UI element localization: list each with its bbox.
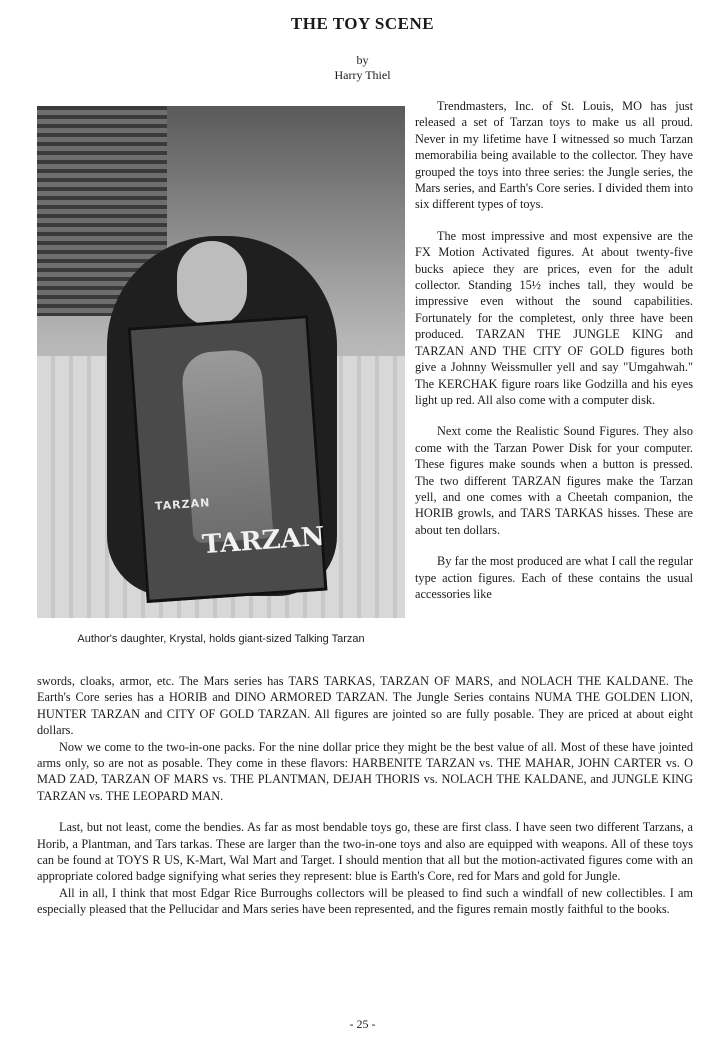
body-paragraph: Now we come to the two-in-one packs. For the nine dollar price they might be the best value of all. Most of these have jointed arms only, so are not as posable. They come in these flavors: HARBENITE TARZAN vs. THE MAHAR, JOHN CARTER vs. O MAD ZAD, TARZAN OF MARS vs. THE PLANTMAN, DEJAH THORIS vs. NOLACH THE KALDANE, and JUNGLE KING TARZAN vs. THE LEOPARD MAN. bbox=[37, 739, 693, 803]
photo-girl-with-tarzan-toy bbox=[37, 106, 405, 618]
column-paragraph: By far the most produced are what I call the regular type action figures. Each of these contains the usual accessories like bbox=[415, 554, 693, 601]
photo-box-name: TARZAN bbox=[154, 496, 211, 513]
byline-by: by bbox=[356, 53, 369, 67]
column-paragraph: Next come the Realistic Sound Figures. They also come with the Tarzan Power Disk for your computer. These figures make sounds when a button is pressed. The two different TARZAN figures make the Tarzan yell, and one comes with a Cheetah companion, the HORIB growls, and TARS TARKAS hisses. These are about ten dollars. bbox=[415, 424, 693, 537]
photo-caption: Author's daughter, Krystal, holds giant-sized Talking Tarzan bbox=[77, 633, 365, 645]
photo-girl-face bbox=[177, 241, 247, 326]
byline-author: Harry Thiel bbox=[334, 68, 391, 82]
column-paragraph: The most impressive and most expensive are the FX Motion Activated figures. At about twenty-five bucks apiece they are prices, even for the adult collector. Standing 15½ inches tall, they would be impressive even without the sound capabilities. Fortunately for the completest, only three have been produced. TARZAN THE JUNGLE KING and TARZAN AND THE CITY OF GOLD figures both give a Johnny Weissmuller yell and say "Umgahwah." The KERCHAK figure roars like Godzilla and his eyes light up red. All also come with a computer disk. bbox=[415, 228, 693, 407]
full-width-text bbox=[37, 673, 693, 918]
photo-box-logo: TARZAN bbox=[201, 521, 326, 561]
photo-tarzan-figure bbox=[180, 348, 273, 543]
article-title: THE TOY SCENE bbox=[290, 14, 435, 33]
page-number: - 25 - bbox=[349, 1017, 376, 1031]
column-paragraph: Trendmasters, Inc. of St. Louis, MO has just released a set of Tarzan toys to make us all proud. Never in my lifetime have I witnessed so much Tarzan memorabilia being available to the collector. They have grouped the toys into three series: the Jungle series, the Mars series, and Earth's Core series. I divided them into six different types of toys. bbox=[415, 99, 693, 212]
body-paragraph: swords, cloaks, armor, etc. The Mars series has TARS TARKAS, TARZAN OF MARS, and NOLACH THE KALDANE. The Earth's Core series has a HORIB and DINO ARMORED TARZAN. The Jungle Series contains NUMA THE GOLDEN LION, HUNTER TARZAN and CITY OF GOLD TARZAN. All figures are jointed so are fully posable. They are priced at about eight dollars. bbox=[37, 674, 693, 738]
right-column bbox=[415, 98, 693, 617]
body-paragraph: Last, but not least, come the bendies. As far as most bendable toys go, these are first class. I have seen two different Tarzans, a Horib, a Plantman, and Tars tarkas. These are larger than the two-in-one toys and also are equipped with weapons. All of these toys can be found at TOYS R US, K-Mart, Wal Mart and Target. I should mention that all but the motion-activated figures come with an appropriate colored badge signifying what series they represent: blue is Earth's Core, red for Mars and gold for Jungle. bbox=[37, 820, 693, 884]
body-paragraph: All in all, I think that most Edgar Rice Burroughs collectors will be pleased to find such a windfall of new collectibles. I am especially pleased that the Pellucidar and Mars series have been represented, and the figures remain mostly faithful to the books. bbox=[37, 885, 693, 917]
